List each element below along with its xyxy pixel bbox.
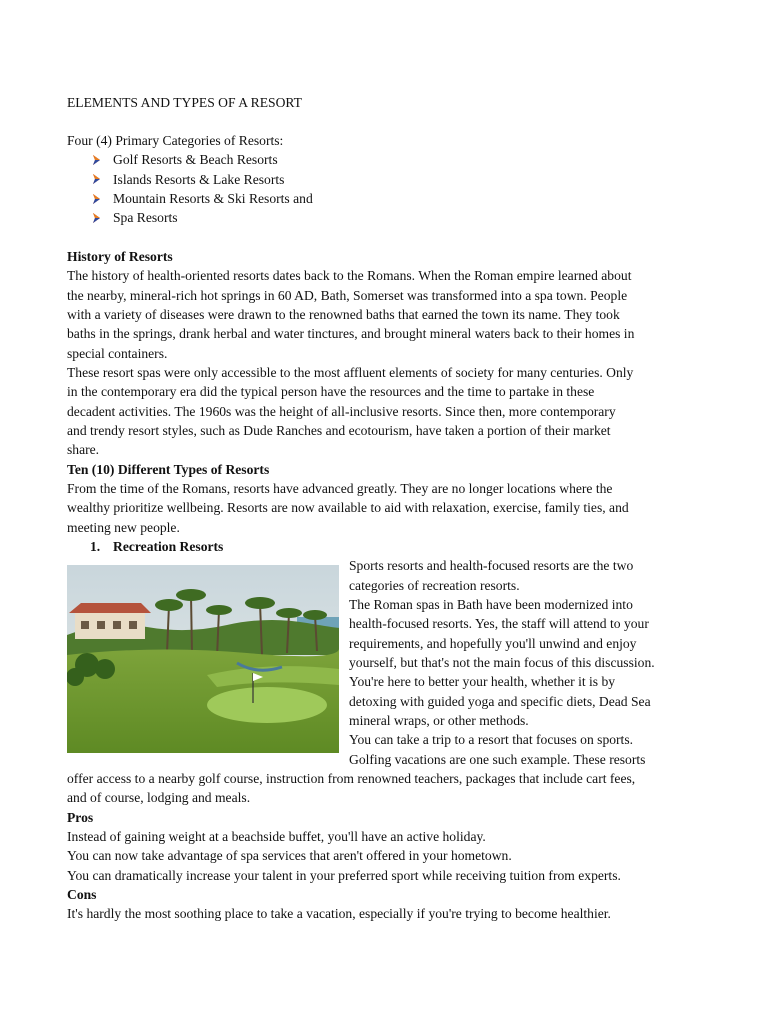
bullet-arrow-icon [89,192,103,206]
paragraph-line: the nearby, mineral-rich hot springs in 60 AD, Bath, Somerset was transformed into a spa town. People [67,288,628,303]
paragraph-line: Golfing vacations are one such example. These resorts [349,752,646,767]
paragraph-line: wealthy prioritize wellbeing. Resorts are now available to aid with relaxation, exercise, family ties, and [67,500,629,515]
paragraph-line: categories of recreation resorts. [349,578,520,593]
paragraph-line: The Roman spas in Bath have been modernized into [349,597,633,612]
section-heading-types: Ten (10) Different Types of Resorts [67,462,270,477]
golf-resort-photo [67,565,339,753]
paragraph-line: and of course, lodging and meals. [67,790,251,805]
paragraph-line: requirements, and hopefully you'll unwind and enjoy [349,636,637,651]
paragraph-line: decadent activities. The 1960s was the height of all-inclusive resorts. Since then, more contemporary [67,404,616,419]
page-title: ELEMENTS AND TYPES OF A RESORT [67,95,302,110]
paragraph-line: with a variety of diseases were drawn to the renowned baths that earned the town its name. They took [67,307,620,322]
paragraph-line: You're here to better your health, whether it is by [349,674,616,689]
paragraph-line: special containers. [67,346,168,361]
paragraph-line: and trendy resort styles, such as Dude Ranches and ecotourism, have taken a portion of their market [67,423,611,438]
list-item: Spa Resorts [113,210,178,225]
paragraph-line: These resort spas were only accessible to the most affluent elements of society for many centuries. Only [67,365,634,380]
paragraph-line: yourself, but that's not the main focus of this discussion. [349,655,655,670]
paragraph-line: From the time of the Romans, resorts have advanced greatly. They are no longer locations where the [67,481,613,496]
paragraph-line: share. [67,442,100,457]
paragraph-line: You can take a trip to a resort that focuses on sports. [349,732,634,747]
bullet-arrow-icon [89,211,103,225]
section-heading-recreation: Recreation Resorts [113,539,224,554]
paragraph-line: health-focused resorts. Yes, the staff will attend to your [349,616,649,631]
list-number: 1. [90,539,101,554]
pros-line: You can now take advantage of spa services that aren't offered in your hometown. [67,848,512,863]
cons-line: It's hardly the most soothing place to take a vacation, especially if you're trying to become healthier. [67,906,611,921]
bullet-arrow-icon [89,153,103,167]
paragraph-line: The history of health-oriented resorts dates back to the Romans. When the Roman empire learned about [67,268,632,283]
cons-heading: Cons [67,887,97,902]
paragraph-line: baths in the springs, drank herbal and water tinctures, and brought mineral waters back to their homes in [67,326,635,341]
paragraph-line: offer access to a nearby golf course, instruction from renowned teachers, packages that include cart fees, [67,771,636,786]
paragraph-line: Sports resorts and health-focused resorts are the two [349,558,634,573]
section-heading-history: History of Resorts [67,249,173,264]
pros-line: Instead of gaining weight at a beachside buffet, you'll have an active holiday. [67,829,486,844]
paragraph-line: mineral wraps, or other methods. [349,713,529,728]
paragraph-line: meeting new people. [67,520,180,535]
bullet-arrow-icon [89,172,103,186]
list-item: Islands Resorts & Lake Resorts [113,172,285,187]
pros-line: You can dramatically increase your talent in your preferred sport while receiving tuition from experts. [67,868,621,883]
paragraph-line: detoxing with guided yoga and specific diets, Dead Sea [349,694,651,709]
pros-heading: Pros [67,810,94,825]
categories-intro: Four (4) Primary Categories of Resorts: [67,133,284,148]
paragraph-line: in the contemporary era did the typical person have the resources and the time to partake in these [67,384,595,399]
list-item: Mountain Resorts & Ski Resorts and [113,191,313,206]
list-item: Golf Resorts & Beach Resorts [113,152,278,167]
